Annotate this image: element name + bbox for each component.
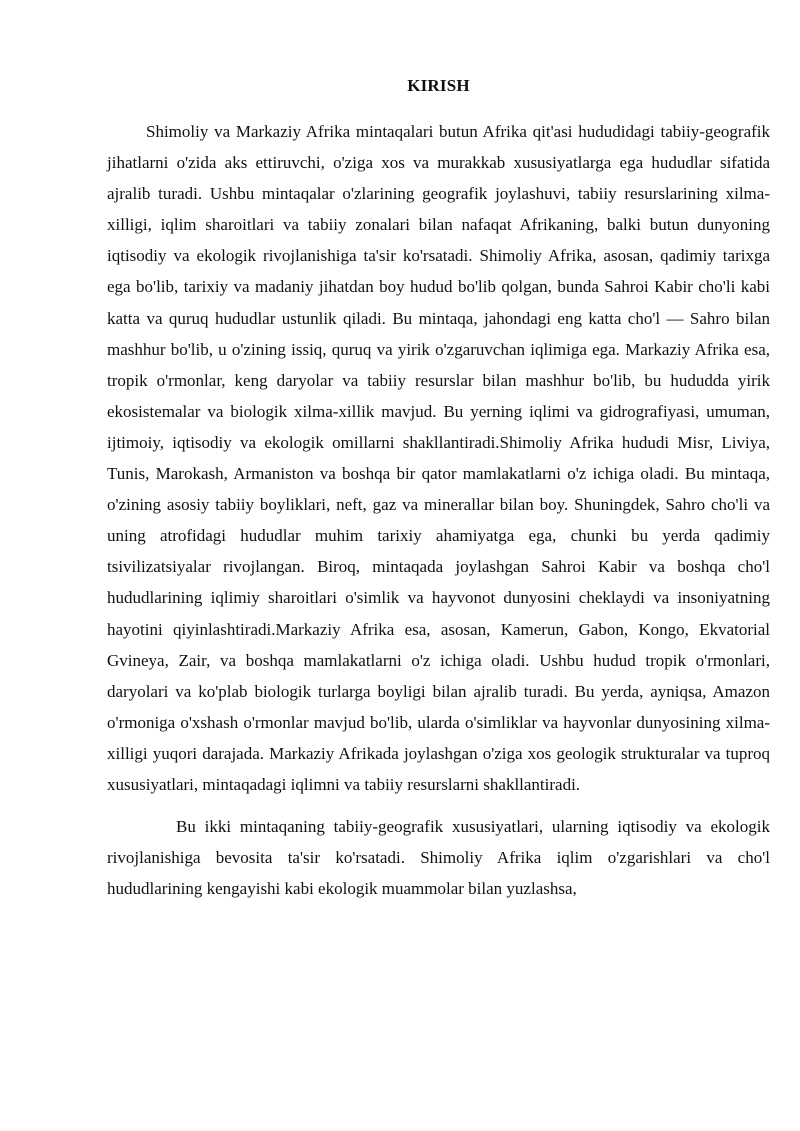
body-paragraph-2: Bu ikki mintaqaning tabiiy-geografik xususiyatlari, ularning iqtisodiy va ekologik rivojlanishiga bevosita ta'sir ko'rsatadi. Shimoliy Afrika iqlim o'zgarishlari va cho'l hududlarining kengayishi kabi ekologik muammolar bilan yuzlashsa, — [107, 817, 770, 899]
section-heading: KIRISH — [407, 76, 470, 95]
document-page — [107, 70, 770, 904]
body-paragraph-1: Shimoliy va Markaziy Afrika mintaqalari butun Afrika qit'asi hududidagi tabiiy-geografik jihatlarni o'zida aks ettiruvchi, o'ziga xos va murakkab xususiyatlarga ega hududlar sifatida ajralib turadi. Ushbu mintaqalar o'zlarining geografik joylashuvi, tabiiy resurslarining xilma-xilligi, iqlim sharoitlari va tabiiy zonalari bilan nafaqat Afrikaning, balki butun dunyoning iqtisodiy va ekologik rivojlanishiga ta'sir ko'rsatadi. Shimoliy Afrika, asosan, qadimiy tarixga ega bo'lib, tarixiy va madaniy jihatdan boy hudud bo'lib qolgan, bunda Sahroi Kabir cho'li kabi katta va quruq hududlar ustunlik qiladi. Bu mintaqa, jahondagi eng katta cho'l — Sahro bilan mashhur bo'lib, u o'zining issiq, quruq va yirik o'zgaruvchan iqlimiga ega. Markaziy Afrika esa, tropik o'rmonlar, keng daryolar va tabiiy resurslar bilan mashhur bo'lib, bu hududda yirik ekosistemalar va biologik xilma-xillik mavjud. Bu yerning iqlimi va gidrografiyasi, umuman, ijtimoiy, iqtisodiy va ekologik omillarni shakllantiradi.Shimoliy Afrika hududi Misr, Liviya, Tunis, Marokash, Armaniston va boshqa bir qator mamlakatlarni o'z ichiga oladi. Bu mintaqa, o'zining asosiy tabiiy boyliklari, neft, gaz va minerallar bilan boy. Shuningdek, Sahro cho'li va uning atrofidagi hududlar muhim tarixiy ahamiyatga ega, chunki bu yerda qadimiy tsivilizatsiyalar rivojlangan. Biroq, mintaqada joylashgan Sahroi Kabir va boshqa cho'l hududlarining iqlimiy sharoitlari o'simlik va hayvonot dunyosini cheklaydi va insoniyatning hayotini qiyinlashtiradi.Markaziy Afrika esa, asosan, Kamerun, Gabon, Kongo, Ekvatorial Gvineya, Zair, va boshqa mamlakatlarni o'z ichiga oladi. Ushbu hudud tropik o'rmonlari, daryolari va ko'plab biologik turlarga boyligi bilan ajralib turadi. Bu yerda, ayniqsa, Amazon o'rmoniga o'xshash o'rmonlar mavjud bo'lib, ularda o'simliklar va hayvonlar dunyosining xilma-xilligi yuqori darajada. Markaziy Afrikada joylashgan o'ziga xos geologik strukturalar va tuproq xususiyatlari, mintaqadagi iqlimni va tabiiy resurslarni shakllantiradi. — [107, 122, 770, 794]
